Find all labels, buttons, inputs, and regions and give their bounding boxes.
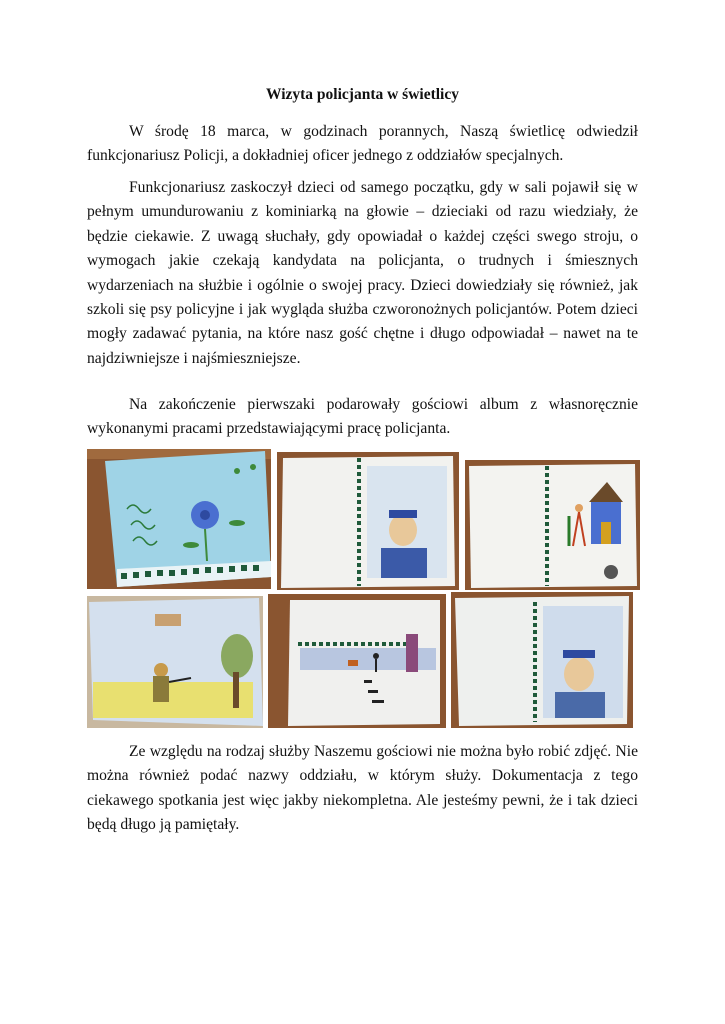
paragraph-album-gift: Na zakończenie pierwszaki podarowały gościowi album z własnoręcznie wykonanymi pracami przedstawiającymi pracę policjanta. [87, 396, 638, 438]
paragraph-closing: Ze względu na rodzaj służby Naszemu gościowi nie można było robić zdjęć. Nie można również podać nazwy oddziału, w którym służy. Dokumentacja z tego ciekawego spotkania jest więc jakby niekompletna. Ale jesteśmy pewni, że i tak dzieci będą długo ją pamiętały. [87, 743, 638, 834]
photo-night-street-drawing [268, 594, 446, 728]
article-title: Wizyta policjanta w świetlicy [265, 86, 459, 103]
photo-officer-in-field-drawing [87, 596, 263, 728]
paragraph-intro: W środę 18 marca, w godzinach porannych, Naszą świetlicę odwiedził funkcjonariusz Policji, a dokładniej oficer jednego z oddziałów specjalnych. [87, 123, 638, 165]
paragraph-visit-details: Funkcjonariusz zaskoczył dzieci od samego początku, gdy w sali pojawił się w pełnym umundurowaniu z kominiarką na głowie – dzieciaki od razu wiedziały, że będzie ciekawie. Z uwagą słuchały, gdy opowiadał o każdej części swego stroju, o wymogach jakie czekają kandydata na policjanta, o trudnych i śmiesznych wydarzeniach na służbie i ogólnie o swojej pracy. Dzieci dowiedziały się również, jak szkoli się psy policyjne i jak wygląda służba czworonożnych policjantów. Potem dzieci mogły zadawać pytania, na które nasz gość chętne i długo odpowiadał – nawet na te najdziwniejsze i najśmieszniejsze. [87, 179, 638, 367]
photo-police-officer-portrait [451, 592, 633, 728]
photo-police-officer-drawing [277, 452, 459, 590]
photo-album-cover [87, 449, 271, 589]
photo-house-drawing [465, 460, 640, 590]
